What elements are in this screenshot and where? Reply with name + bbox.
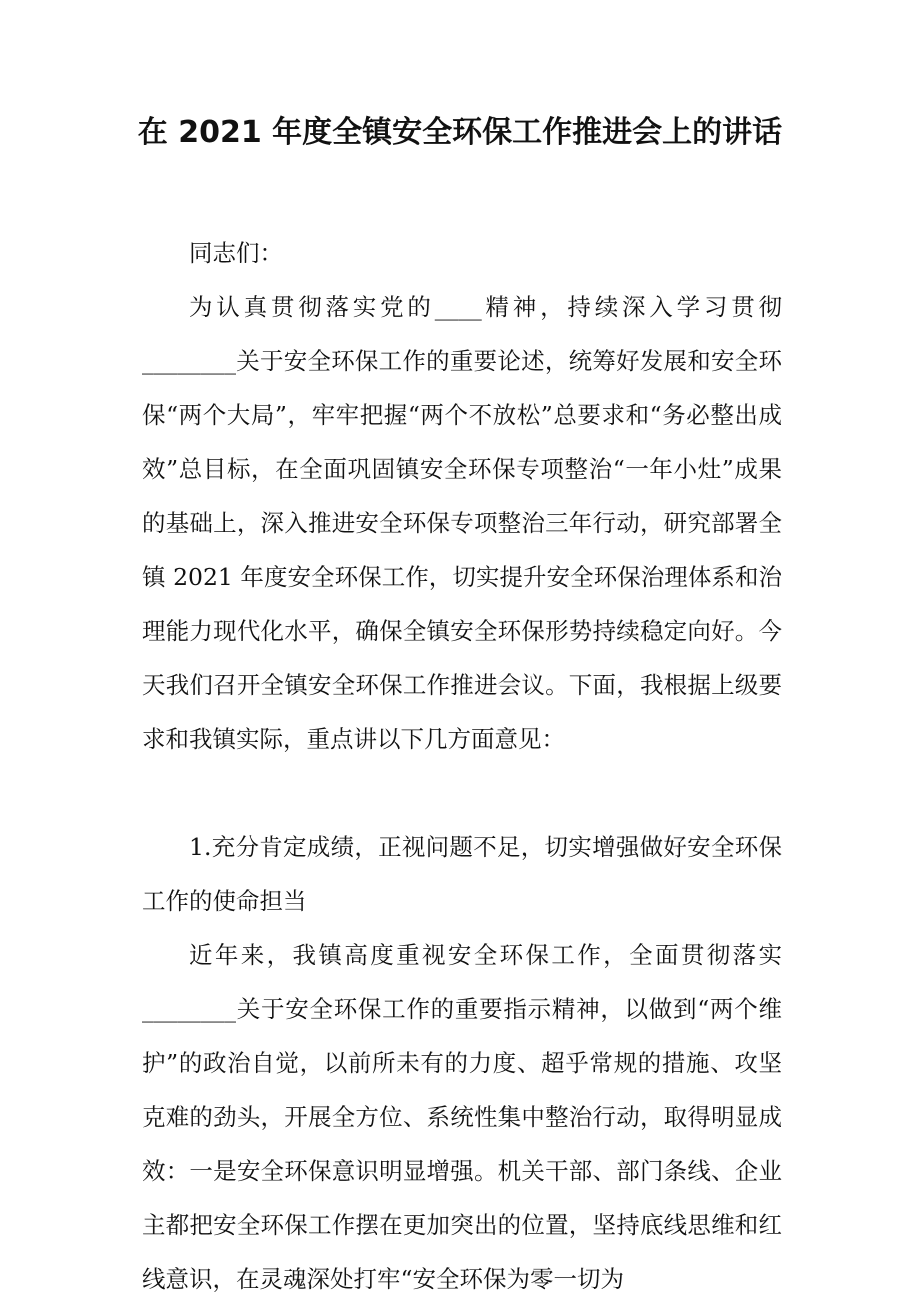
intro-paragraph: 为认真贯彻落实党的____精神，持续深入学习贯彻________关于安全环保工作的重要论述，统筹好发展和安全环保“两个大局”，牢牢把握“两个不放松”总要求和“务必整出成效”总目标，在全面巩固镇安全环保专项整治“一年小灶”成果的基础上，深入推进安全环保专项整治三年行动，研究部署全镇 2021 年度安全环保工作，切实提升安全环保治理体系和治理能力现代化水平，确保全镇安全环保形势持续稳定向好。今天我们召开全镇安全环保工作推进会议。下面，我根据上级要求和我镇实际，重点讲以下几方面意见：	[142, 293, 782, 753]
section-1-paragraph: 近年来，我镇高度重视安全环保工作，全面贯彻落实________关于安全环保工作的重要指示精神，以做到“两个维护”的政治自觉，以前所未有的力度、超乎常规的措施、攻坚克难的劲头，开展全方位、系统性集中整治行动，取得明显成效：一是安全环保意识明显增强。机关干部、部门条线、企业主都把安全环保工作摆在更加突出的位置，坚持底线思维和红线意识，在灵魂深处打牢“安全环保为零一切为	[142, 941, 782, 1293]
salutation-paragraph: 同志们：	[189, 239, 283, 267]
paragraph-spacer	[142, 766, 782, 820]
document-title: 在 2021 年度全镇安全环保工作推进会上的讲话	[137, 115, 783, 150]
section-heading-1: 1.充分肯定成绩，正视问题不足，切实增强做好安全环保工作的使命担当	[142, 833, 782, 915]
document-body	[142, 226, 782, 1306]
